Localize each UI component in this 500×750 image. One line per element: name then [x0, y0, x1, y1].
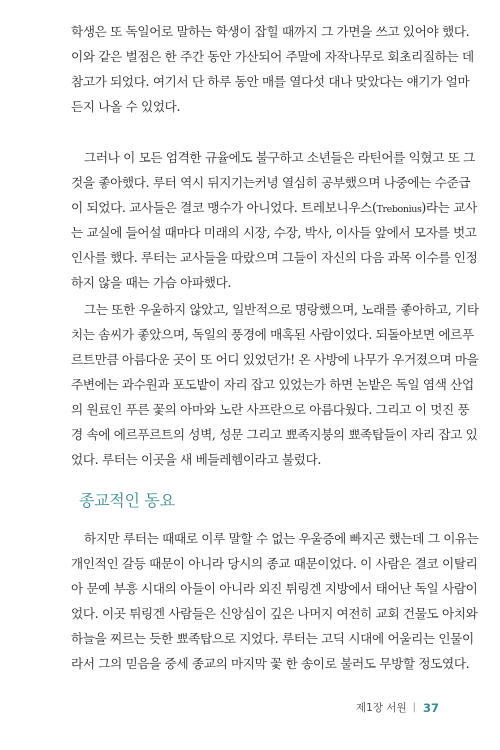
text-line: 의 원료인 푸른 꽃의 아마와 노란 사프란으로 아름다웠다. 그리고 이 멋진 풍	[71, 402, 470, 417]
text-line: 하늘을 찌르는 듯한 뾰족탑으로 지었다. 루터는 고딕 시대에 어울리는 인물이	[71, 631, 474, 646]
page-number: 37	[422, 700, 439, 715]
text-line: 든지 나올 수 있었다.	[71, 99, 181, 114]
text-line: 그러나 이 모든 엄격한 규율에도 불구하고 소년들은 라틴어를 익혔고 또 그	[84, 150, 475, 165]
text-line: 었다. 이곳 튀링겐 사람들은 신앙심이 깊은 나머지 여전히 교회 건물도 아치와	[71, 606, 478, 621]
text-line: 학생은 또 독일어로 말하는 학생이 잡힐 때까지 그 가면을 쓰고 있어야 했다.	[71, 24, 470, 39]
text-line: 경 속에 에르푸르트의 성벽, 성문 그리고 뾰족지붕의 뾰족탑들이 자리 잡고 있	[71, 427, 478, 442]
paragraph-4	[71, 526, 479, 676]
text-line: 아 문예 부흥 시대의 아들이 아니라 외진 튀링겐 지방에서 태어난 독일 사람이	[71, 581, 478, 596]
paragraph-3	[71, 297, 479, 472]
text-line: 르트만큼 아름다운 곳이 또 어디 있었던가! 온 사방에 나무가 우거졌으며 마을	[71, 352, 479, 367]
text-line: 었다. 루터는 이곳을 새 베들레헴이라고 불렀다.	[71, 452, 322, 467]
text-line: 는 교실에 들어설 때마다 미래의 시장, 수장, 박사, 이사들 앞에서 모자를 벗고	[71, 225, 477, 240]
latin-name: Trebonius	[376, 204, 422, 215]
section-heading: 종교적인 동요	[79, 491, 175, 510]
text-line: 주변에는 과수원과 포도밭이 자리 잡고 있었는가 하면 논밭은 독일 염색 산업	[71, 377, 474, 392]
text-line: 이와 같은 벌점은 한 주간 동안 가산되어 주말에 자작나무로 회초리질하는 데	[71, 49, 474, 64]
text-line: 참고가 되었다. 여기서 단 하루 동안 매를 열다섯 대나 맞았다는 얘기가 얼마	[71, 74, 470, 89]
text-line: 개인적인 갈등 때문이 아니라 당시의 종교 때문이었다. 이 사람은 결코 이탈리	[71, 556, 478, 571]
paragraph-1	[71, 19, 474, 119]
text-line: 인사를 했다. 루터는 교사들을 따랐으며 그들이 자신의 다음 과목 이수를 인정	[71, 250, 478, 265]
text-line: 것을 좋아했다. 루터 역시 뒤지기는커녕 열심히 공부했으며 나중에는 수준급	[71, 175, 471, 190]
text-line: 하지만 루터는 때때로 이루 말할 수 없는 우울증에 빠지곤 했는데 그 이유는	[84, 531, 479, 546]
text-line: 치는 솜씨가 좋았으며, 독일의 풍경에 매혹된 사람이었다. 되돌아보면 에르푸	[71, 327, 474, 342]
text-line: 하지 않을 때는 가슴 아파했다.	[71, 275, 232, 290]
text-fragment: )라는 교사	[421, 200, 477, 215]
chapter-label: 제1장 서원	[356, 702, 407, 714]
text-line-with-latin-name	[71, 195, 477, 220]
text-line: 그는 또한 우울하지 않았고, 일반적으로 명랑했으며, 노래를 좋아하고, 기타	[84, 302, 479, 317]
paragraph-2	[71, 145, 478, 295]
text-fragment: 이 되었다. 교사들은 결코 맹수가 아니었다. 트레보니우스(	[71, 200, 377, 215]
page-footer	[356, 700, 439, 715]
text-line: 라서 그의 믿음을 중세 종교의 마지막 꽃 한 송이로 불러도 무방할 정도였다.	[71, 656, 470, 671]
footer-separator: |	[412, 702, 416, 713]
